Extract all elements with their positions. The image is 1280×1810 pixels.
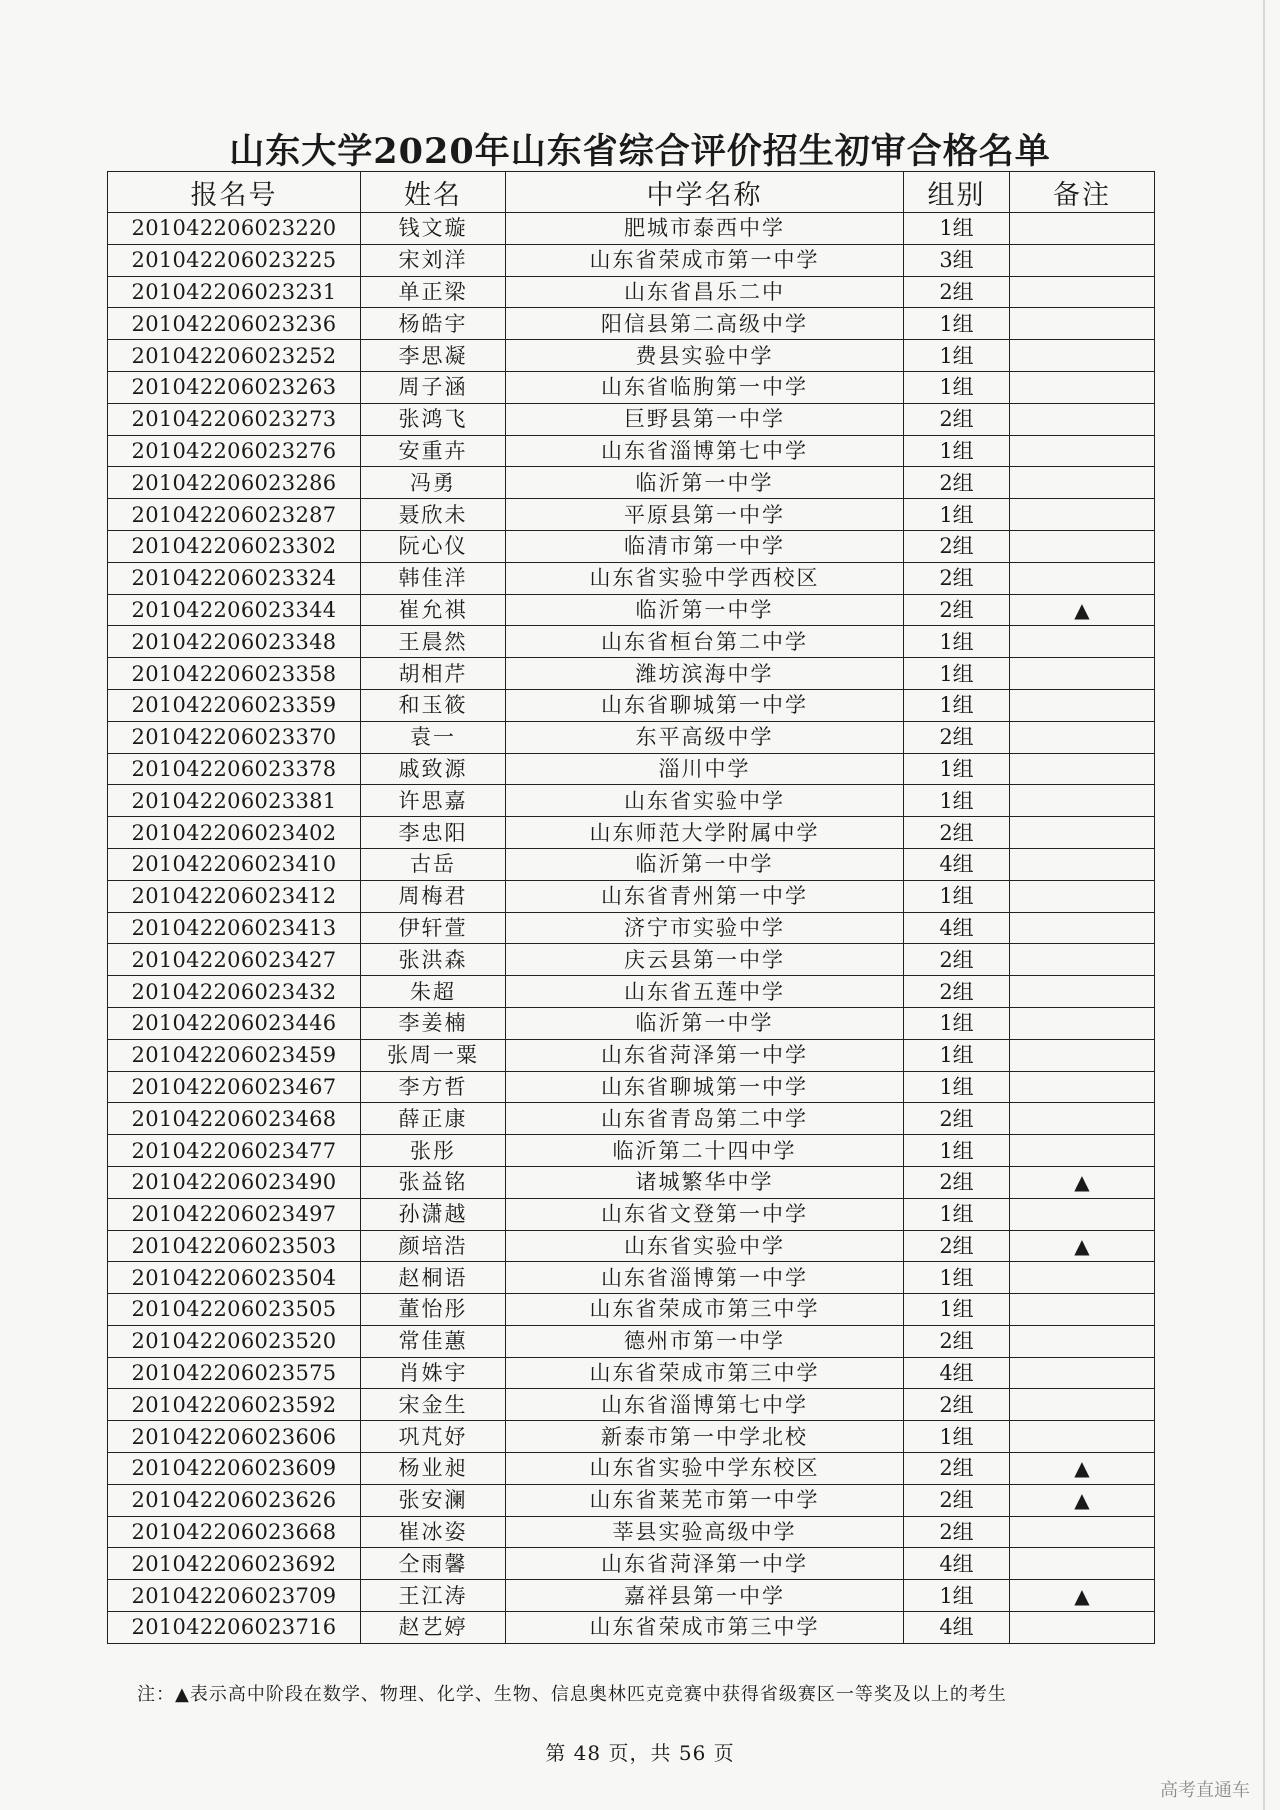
school-name-cell: 德州市第一中学	[506, 1325, 904, 1357]
student-name-cell: 王晨然	[361, 626, 506, 658]
student-name-cell: 崔冰姿	[361, 1516, 506, 1548]
group-cell: 2组	[904, 1389, 1010, 1421]
student-name-cell: 常佳蕙	[361, 1325, 506, 1357]
group-cell: 1组	[904, 308, 1010, 340]
group-cell: 1组	[904, 1135, 1010, 1167]
registration-number-cell: 201042206023504	[108, 1262, 361, 1294]
school-name-cell: 嘉祥县第一中学	[506, 1580, 904, 1612]
table-row	[108, 1357, 1155, 1389]
page-number: 第 48 页，共 56 页	[545, 1741, 735, 1765]
registration-number-cell: 201042206023432	[108, 976, 361, 1008]
table-row	[108, 1421, 1155, 1453]
note-cell	[1010, 785, 1155, 817]
registration-number-cell: 201042206023252	[108, 340, 361, 372]
note-cell	[1010, 467, 1155, 499]
school-name-cell: 临沂第二十四中学	[506, 1135, 904, 1167]
group-cell: 2组	[904, 1516, 1010, 1548]
note-cell	[1010, 371, 1155, 403]
student-name-cell: 张彤	[361, 1135, 506, 1167]
note-cell	[1010, 1516, 1155, 1548]
table-row	[108, 1453, 1155, 1485]
note-cell	[1010, 976, 1155, 1008]
table-row	[108, 371, 1155, 403]
note-cell	[1010, 1071, 1155, 1103]
table-row	[108, 403, 1155, 435]
table-row	[108, 435, 1155, 467]
group-cell: 1组	[904, 1198, 1010, 1230]
school-name-cell: 山东省菏泽第一中学	[506, 1039, 904, 1071]
award-triangle-icon: ▲	[1074, 1456, 1090, 1481]
student-name-cell: 伊轩萱	[361, 912, 506, 944]
table-row	[108, 530, 1155, 562]
registration-number-cell: 201042206023520	[108, 1325, 361, 1357]
student-name-cell: 颜培浩	[361, 1230, 506, 1262]
student-name-cell: 周梅君	[361, 880, 506, 912]
note-cell	[1010, 340, 1155, 372]
school-name-cell: 山东省荣成市第三中学	[506, 1357, 904, 1389]
registration-number-cell: 201042206023503	[108, 1230, 361, 1262]
registration-number-cell: 201042206023505	[108, 1294, 361, 1326]
school-name-cell: 东平高级中学	[506, 721, 904, 753]
school-name-cell: 山东省菏泽第一中学	[506, 1548, 904, 1580]
school-name-cell: 临沂第一中学	[506, 594, 904, 626]
group-cell: 2组	[904, 976, 1010, 1008]
school-name-cell: 山东师范大学附属中学	[506, 817, 904, 849]
school-name-cell: 山东省荣成市第三中学	[506, 1294, 904, 1326]
school-name-cell: 山东省淄博第一中学	[506, 1262, 904, 1294]
registration-number-cell: 201042206023427	[108, 944, 361, 976]
table-row	[108, 1484, 1155, 1516]
school-name-cell: 山东省荣成市第一中学	[506, 244, 904, 276]
student-name-cell: 巩芃妤	[361, 1421, 506, 1453]
table-row	[108, 1166, 1155, 1198]
student-name-cell: 钱文璇	[361, 213, 506, 245]
note-cell	[1010, 1135, 1155, 1167]
group-cell: 2组	[904, 562, 1010, 594]
group-cell: 4组	[904, 912, 1010, 944]
table-row	[108, 1262, 1155, 1294]
student-name-cell: 张鸿飞	[361, 403, 506, 435]
note-cell	[1010, 944, 1155, 976]
header-name: 姓名	[361, 172, 506, 213]
note-cell	[1010, 1357, 1155, 1389]
school-name-cell: 山东省文登第一中学	[506, 1198, 904, 1230]
table-row	[108, 658, 1155, 690]
table-row	[108, 340, 1155, 372]
student-name-cell: 聂欣未	[361, 499, 506, 531]
group-cell: 1组	[904, 1294, 1010, 1326]
student-name-cell: 单正梁	[361, 276, 506, 308]
group-cell: 2组	[904, 403, 1010, 435]
registration-number-cell: 201042206023668	[108, 1516, 361, 1548]
registration-number-cell: 201042206023467	[108, 1071, 361, 1103]
student-name-cell: 赵桐语	[361, 1262, 506, 1294]
table-row	[108, 499, 1155, 531]
group-cell: 2组	[904, 530, 1010, 562]
registration-number-cell: 201042206023231	[108, 276, 361, 308]
note-cell	[1010, 562, 1155, 594]
student-name-cell: 李方哲	[361, 1071, 506, 1103]
registration-number-cell: 201042206023716	[108, 1612, 361, 1644]
header-school: 中学名称	[506, 172, 904, 213]
note-cell	[1010, 848, 1155, 880]
registration-number-cell: 201042206023378	[108, 753, 361, 785]
group-cell: 2组	[904, 1325, 1010, 1357]
group-cell: 2组	[904, 721, 1010, 753]
note-cell	[1010, 1484, 1155, 1516]
group-cell: 2组	[904, 1166, 1010, 1198]
student-name-cell: 张安澜	[361, 1484, 506, 1516]
student-name-cell: 和玉筱	[361, 689, 506, 721]
note-cell	[1010, 1612, 1155, 1644]
group-cell: 1组	[904, 689, 1010, 721]
student-name-cell: 宋金生	[361, 1389, 506, 1421]
footnote: 注：▲表示高中阶段在数学、物理、化学、生物、信息奥林匹克竞赛中获得省级赛区一等奖及以上的考生	[137, 1684, 1007, 1705]
school-name-cell: 临沂第一中学	[506, 1007, 904, 1039]
student-name-cell: 周子涵	[361, 371, 506, 403]
registration-number-cell: 201042206023497	[108, 1198, 361, 1230]
student-name-cell: 古岳	[361, 848, 506, 880]
student-name-cell: 张洪森	[361, 944, 506, 976]
school-name-cell: 巨野县第一中学	[506, 403, 904, 435]
student-name-cell: 赵艺婷	[361, 1612, 506, 1644]
registration-number-cell: 201042206023263	[108, 371, 361, 403]
group-cell: 2组	[904, 1230, 1010, 1262]
student-name-cell: 阮心仪	[361, 530, 506, 562]
group-cell: 4组	[904, 848, 1010, 880]
student-name-cell: 杨皓宇	[361, 308, 506, 340]
school-name-cell: 肥城市泰西中学	[506, 213, 904, 245]
school-name-cell: 莘县实验高级中学	[506, 1516, 904, 1548]
school-name-cell: 山东省五莲中学	[506, 976, 904, 1008]
registration-number-cell: 201042206023412	[108, 880, 361, 912]
table-row	[108, 1039, 1155, 1071]
school-name-cell: 临沂第一中学	[506, 848, 904, 880]
table-row	[108, 785, 1155, 817]
table-row	[108, 721, 1155, 753]
school-name-cell: 临沂第一中学	[506, 467, 904, 499]
group-cell: 1组	[904, 1262, 1010, 1294]
page-edge-divider	[1263, 0, 1265, 1810]
registration-number-cell: 201042206023468	[108, 1103, 361, 1135]
table-row	[108, 1516, 1155, 1548]
note-cell	[1010, 1103, 1155, 1135]
registration-number-cell: 201042206023302	[108, 530, 361, 562]
document-title: 山东大学2020年山东省综合评价招生初审合格名单	[229, 131, 1051, 172]
header-registration-number: 报名号	[108, 172, 361, 213]
school-name-cell: 山东省实验中学东校区	[506, 1453, 904, 1485]
note-cell	[1010, 1198, 1155, 1230]
school-name-cell: 临清市第一中学	[506, 530, 904, 562]
registration-number-cell: 201042206023287	[108, 499, 361, 531]
school-name-cell: 潍坊滨海中学	[506, 658, 904, 690]
note-cell	[1010, 244, 1155, 276]
note-cell	[1010, 1421, 1155, 1453]
note-cell	[1010, 1039, 1155, 1071]
student-name-cell: 张周一粟	[361, 1039, 506, 1071]
student-name-cell: 许思嘉	[361, 785, 506, 817]
roster-table	[107, 171, 1155, 1644]
note-cell	[1010, 1007, 1155, 1039]
group-cell: 2组	[904, 1453, 1010, 1485]
registration-number-cell: 201042206023490	[108, 1166, 361, 1198]
student-name-cell: 张益铭	[361, 1166, 506, 1198]
registration-number-cell: 201042206023459	[108, 1039, 361, 1071]
table-row	[108, 817, 1155, 849]
school-name-cell: 山东省实验中学西校区	[506, 562, 904, 594]
table-row	[108, 1294, 1155, 1326]
student-name-cell: 董怡彤	[361, 1294, 506, 1326]
award-triangle-icon: ▲	[1074, 1170, 1090, 1195]
note-cell	[1010, 1389, 1155, 1421]
student-name-cell: 崔允祺	[361, 594, 506, 626]
note-cell	[1010, 594, 1155, 626]
school-name-cell: 山东省淄博第七中学	[506, 1389, 904, 1421]
student-name-cell: 安重卉	[361, 435, 506, 467]
student-name-cell: 袁一	[361, 721, 506, 753]
student-name-cell: 肖姝宇	[361, 1357, 506, 1389]
registration-number-cell: 201042206023606	[108, 1421, 361, 1453]
note-cell	[1010, 721, 1155, 753]
registration-number-cell: 201042206023286	[108, 467, 361, 499]
registration-number-cell: 201042206023359	[108, 689, 361, 721]
registration-number-cell: 201042206023626	[108, 1484, 361, 1516]
note-cell	[1010, 912, 1155, 944]
table-row	[108, 1071, 1155, 1103]
group-cell: 4组	[904, 1548, 1010, 1580]
student-name-cell: 仝雨馨	[361, 1548, 506, 1580]
group-cell: 1组	[904, 658, 1010, 690]
table-row	[108, 276, 1155, 308]
group-cell: 1组	[904, 371, 1010, 403]
award-triangle-icon: ▲	[1074, 1233, 1090, 1258]
note-cell	[1010, 626, 1155, 658]
table-row	[108, 1612, 1155, 1644]
table-row	[108, 1580, 1155, 1612]
student-name-cell: 朱超	[361, 976, 506, 1008]
group-cell: 1组	[904, 1007, 1010, 1039]
table-row	[108, 1325, 1155, 1357]
student-name-cell: 薛正康	[361, 1103, 506, 1135]
registration-number-cell: 201042206023381	[108, 785, 361, 817]
table-row	[108, 626, 1155, 658]
group-cell: 2组	[904, 276, 1010, 308]
school-name-cell: 阳信县第二高级中学	[506, 308, 904, 340]
table-row	[108, 1389, 1155, 1421]
header-note: 备注	[1010, 172, 1155, 213]
group-cell: 1组	[904, 1071, 1010, 1103]
group-cell: 1组	[904, 1039, 1010, 1071]
registration-number-cell: 201042206023709	[108, 1580, 361, 1612]
watermark-logo: 高考直通车	[1160, 1780, 1250, 1801]
award-triangle-icon: ▲	[1074, 597, 1090, 622]
student-name-cell: 冯勇	[361, 467, 506, 499]
school-name-cell: 山东省实验中学	[506, 1230, 904, 1262]
table-row	[108, 213, 1155, 245]
table-row	[108, 467, 1155, 499]
note-cell	[1010, 1548, 1155, 1580]
group-cell: 2组	[904, 1103, 1010, 1135]
school-name-cell: 庆云县第一中学	[506, 944, 904, 976]
header-group: 组别	[904, 172, 1010, 213]
registration-number-cell: 201042206023413	[108, 912, 361, 944]
table-row	[108, 308, 1155, 340]
award-triangle-icon: ▲	[1074, 1583, 1090, 1608]
school-name-cell: 山东省莱芜市第一中学	[506, 1484, 904, 1516]
note-cell	[1010, 1294, 1155, 1326]
registration-number-cell: 201042206023220	[108, 213, 361, 245]
student-name-cell: 王江涛	[361, 1580, 506, 1612]
student-name-cell: 宋刘洋	[361, 244, 506, 276]
table-row	[108, 244, 1155, 276]
table-row	[108, 1007, 1155, 1039]
table-row	[108, 1198, 1155, 1230]
registration-number-cell: 201042206023273	[108, 403, 361, 435]
student-name-cell: 杨业昶	[361, 1453, 506, 1485]
group-cell: 1组	[904, 213, 1010, 245]
group-cell: 2组	[904, 944, 1010, 976]
table-row	[108, 976, 1155, 1008]
school-name-cell: 山东省桓台第二中学	[506, 626, 904, 658]
group-cell: 1组	[904, 435, 1010, 467]
table-row	[108, 848, 1155, 880]
school-name-cell: 山东省青岛第二中学	[506, 1103, 904, 1135]
note-cell	[1010, 880, 1155, 912]
table-row	[108, 944, 1155, 976]
student-name-cell: 孙潇越	[361, 1198, 506, 1230]
group-cell: 1组	[904, 340, 1010, 372]
group-cell: 1组	[904, 626, 1010, 658]
note-cell	[1010, 276, 1155, 308]
school-name-cell: 平原县第一中学	[506, 499, 904, 531]
school-name-cell: 山东省青州第一中学	[506, 880, 904, 912]
school-name-cell: 山东省聊城第一中学	[506, 689, 904, 721]
note-cell	[1010, 403, 1155, 435]
note-cell	[1010, 1580, 1155, 1612]
registration-number-cell: 201042206023324	[108, 562, 361, 594]
school-name-cell: 费县实验中学	[506, 340, 904, 372]
group-cell: 3组	[904, 244, 1010, 276]
group-cell: 2组	[904, 467, 1010, 499]
group-cell: 1组	[904, 1580, 1010, 1612]
group-cell: 1组	[904, 880, 1010, 912]
school-name-cell: 山东省实验中学	[506, 785, 904, 817]
note-cell	[1010, 1230, 1155, 1262]
registration-number-cell: 201042206023402	[108, 817, 361, 849]
student-name-cell: 李忠阳	[361, 817, 506, 849]
school-name-cell: 济宁市实验中学	[506, 912, 904, 944]
school-name-cell: 山东省荣成市第三中学	[506, 1612, 904, 1644]
group-cell: 4组	[904, 1612, 1010, 1644]
registration-number-cell: 201042206023276	[108, 435, 361, 467]
registration-number-cell: 201042206023370	[108, 721, 361, 753]
registration-number-cell: 201042206023692	[108, 1548, 361, 1580]
note-cell	[1010, 1262, 1155, 1294]
group-cell: 1组	[904, 499, 1010, 531]
school-name-cell: 山东省聊城第一中学	[506, 1071, 904, 1103]
registration-number-cell: 201042206023348	[108, 626, 361, 658]
group-cell: 1组	[904, 785, 1010, 817]
header-row	[108, 172, 1155, 213]
table-row	[108, 753, 1155, 785]
school-name-cell: 淄川中学	[506, 753, 904, 785]
student-name-cell: 韩佳洋	[361, 562, 506, 594]
registration-number-cell: 201042206023609	[108, 1453, 361, 1485]
school-name-cell: 山东省淄博第七中学	[506, 435, 904, 467]
note-cell	[1010, 435, 1155, 467]
note-cell	[1010, 817, 1155, 849]
award-triangle-icon: ▲	[1074, 1488, 1090, 1513]
table-row	[108, 1548, 1155, 1580]
note-cell	[1010, 308, 1155, 340]
table-row	[108, 1135, 1155, 1167]
note-cell	[1010, 530, 1155, 562]
group-cell: 4组	[904, 1357, 1010, 1389]
group-cell: 1组	[904, 1421, 1010, 1453]
table-row	[108, 880, 1155, 912]
note-cell	[1010, 689, 1155, 721]
school-name-cell: 诸城繁华中学	[506, 1166, 904, 1198]
registration-number-cell: 201042206023358	[108, 658, 361, 690]
table-row	[108, 912, 1155, 944]
registration-number-cell: 201042206023592	[108, 1389, 361, 1421]
note-cell	[1010, 1325, 1155, 1357]
student-name-cell: 戚致源	[361, 753, 506, 785]
note-cell	[1010, 658, 1155, 690]
group-cell: 1组	[904, 753, 1010, 785]
registration-number-cell: 201042206023575	[108, 1357, 361, 1389]
student-name-cell: 李姜楠	[361, 1007, 506, 1039]
note-cell	[1010, 499, 1155, 531]
registration-number-cell: 201042206023225	[108, 244, 361, 276]
note-cell	[1010, 213, 1155, 245]
student-name-cell: 胡相芹	[361, 658, 506, 690]
note-cell	[1010, 1166, 1155, 1198]
group-cell: 2组	[904, 817, 1010, 849]
group-cell: 2组	[904, 1484, 1010, 1516]
note-cell	[1010, 1453, 1155, 1485]
registration-number-cell: 201042206023344	[108, 594, 361, 626]
registration-number-cell: 201042206023236	[108, 308, 361, 340]
table-row	[108, 1230, 1155, 1262]
table-row	[108, 562, 1155, 594]
table-row	[108, 689, 1155, 721]
school-name-cell: 新泰市第一中学北校	[506, 1421, 904, 1453]
registration-number-cell: 201042206023446	[108, 1007, 361, 1039]
school-name-cell: 山东省临朐第一中学	[506, 371, 904, 403]
registration-number-cell: 201042206023410	[108, 848, 361, 880]
table-row	[108, 1103, 1155, 1135]
table-row	[108, 594, 1155, 626]
student-name-cell: 李思凝	[361, 340, 506, 372]
registration-number-cell: 201042206023477	[108, 1135, 361, 1167]
roster-body	[108, 213, 1155, 1644]
school-name-cell: 山东省昌乐二中	[506, 276, 904, 308]
group-cell: 2组	[904, 594, 1010, 626]
note-cell	[1010, 753, 1155, 785]
